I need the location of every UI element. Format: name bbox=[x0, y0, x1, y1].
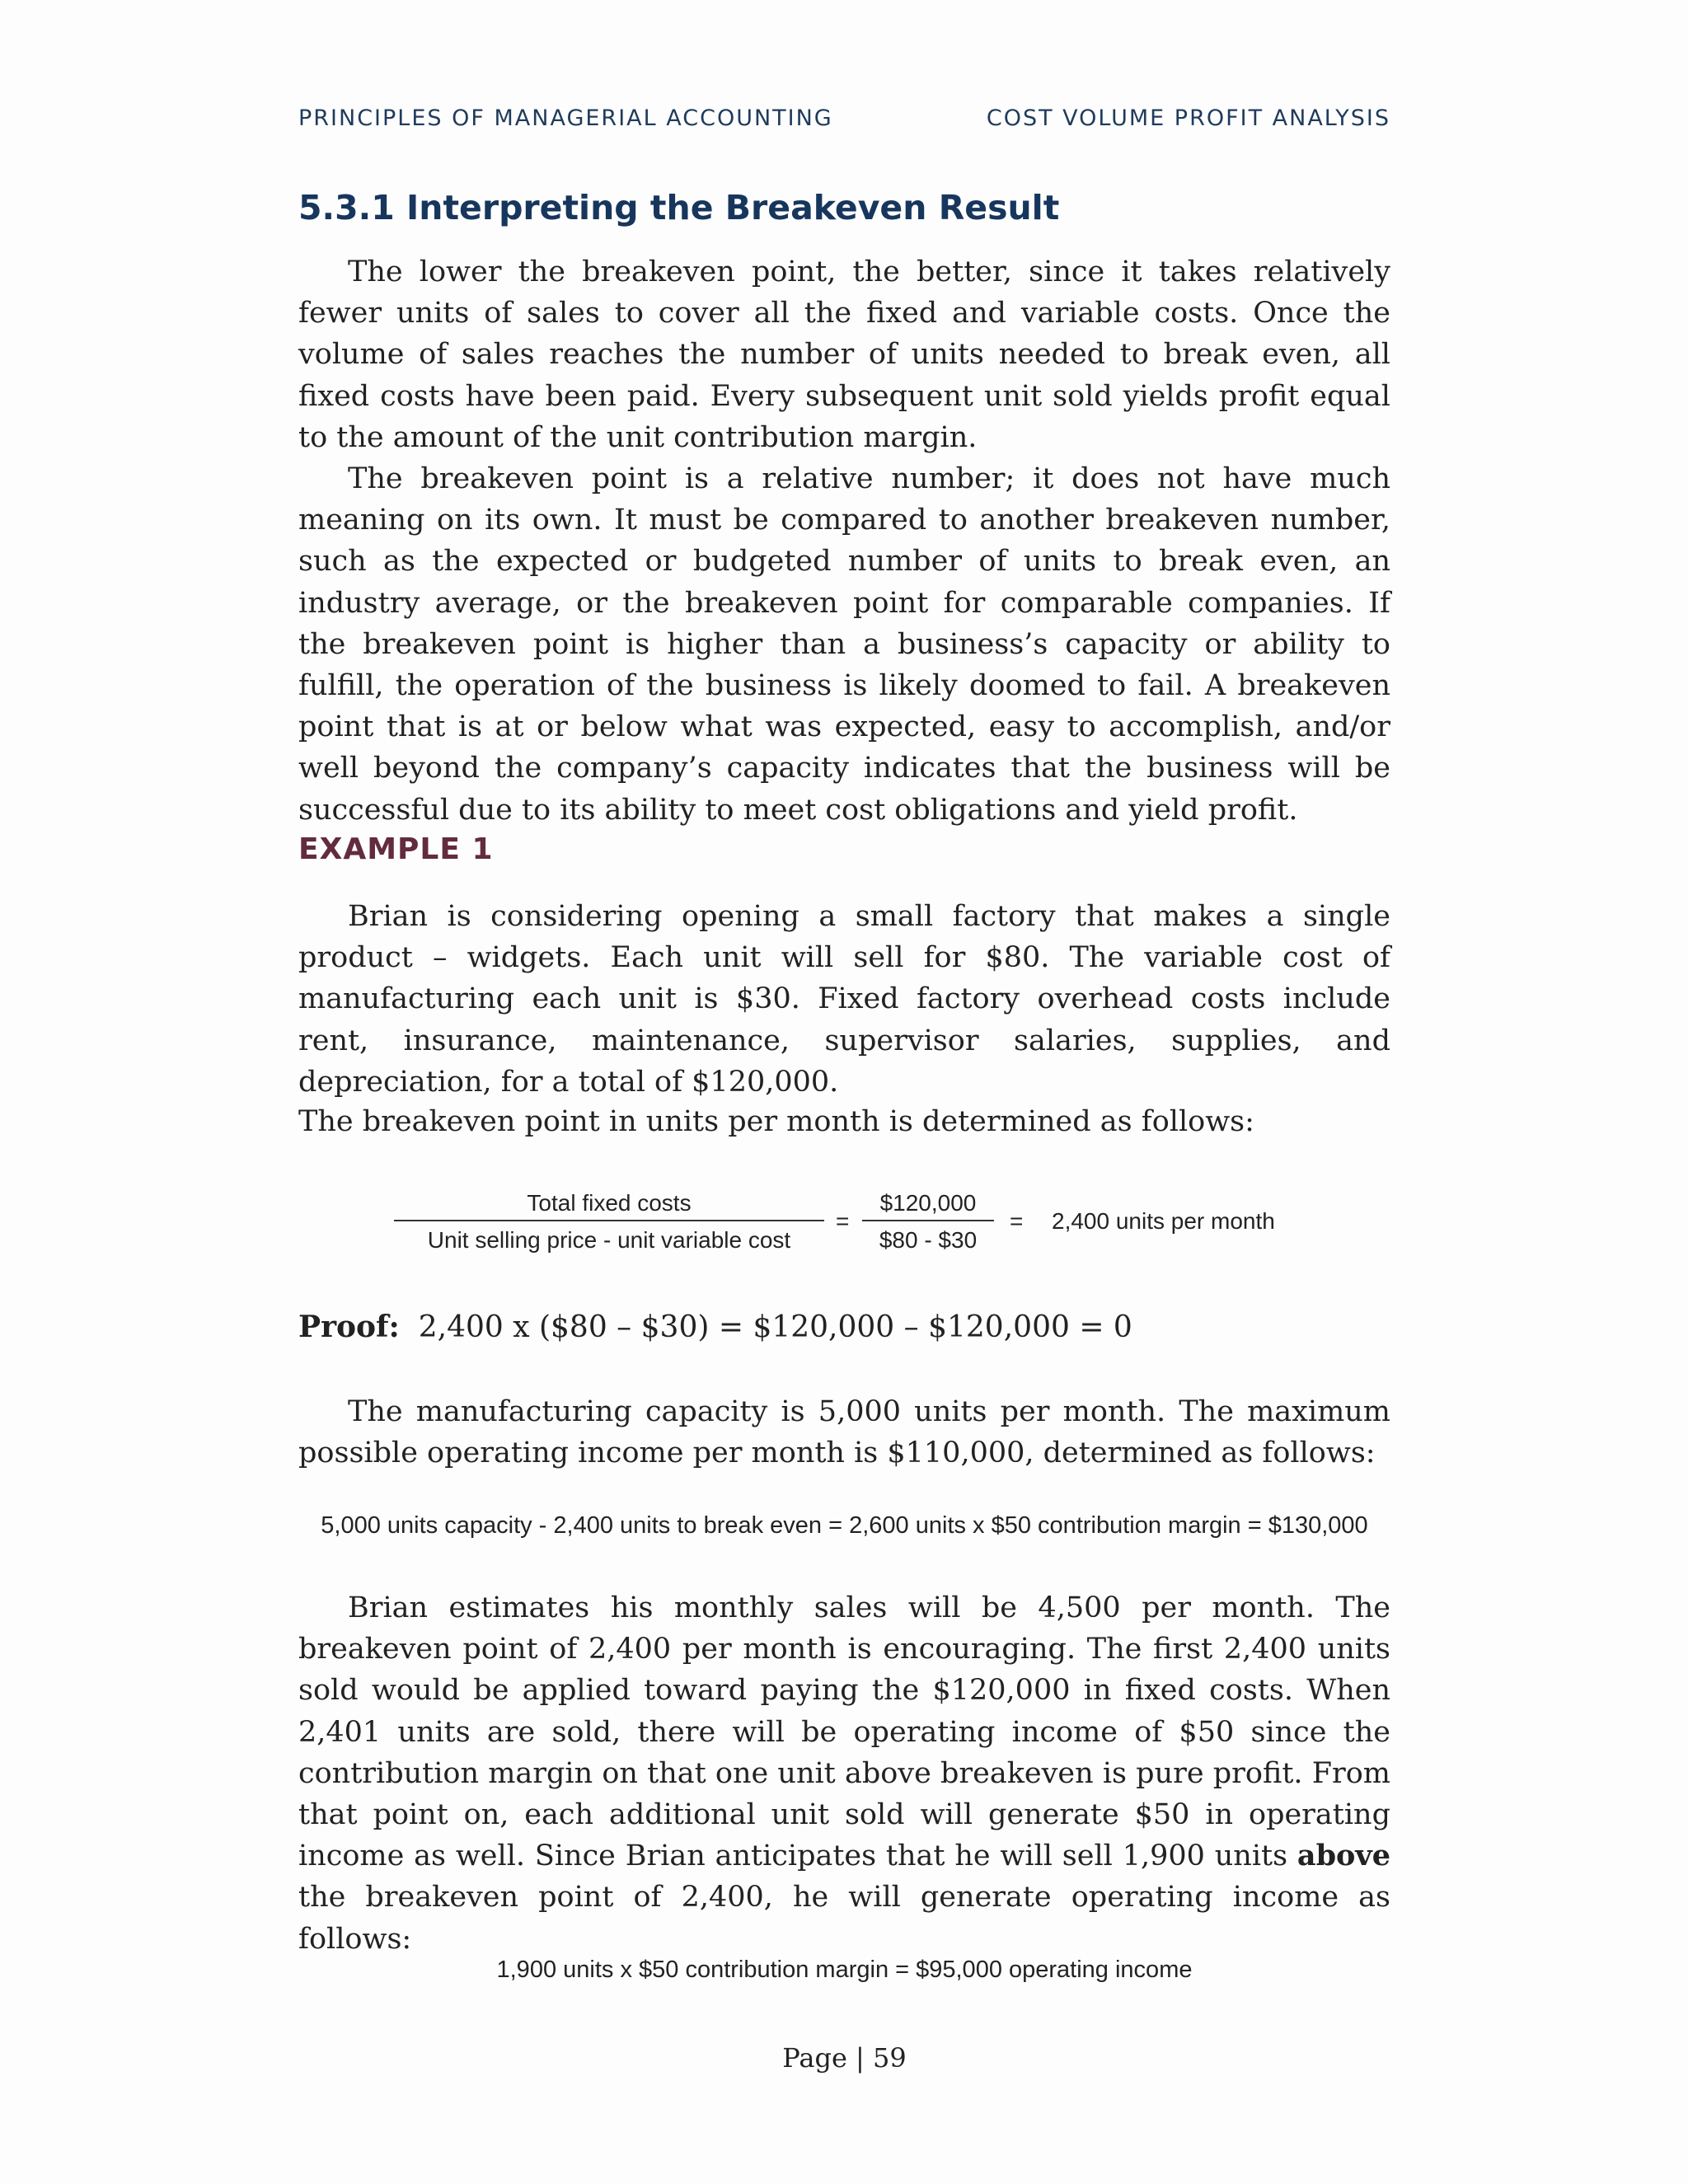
formula-fraction-labels bbox=[394, 1187, 824, 1259]
formula-denominator-label: Unit selling price - unit variable cost bbox=[427, 1227, 791, 1253]
running-header bbox=[298, 105, 1390, 131]
estimate-text-end: the breakeven point of 2,400, he will generate operating income as follows: bbox=[298, 1881, 1390, 1956]
body-paragraph-1: The lower the breakeven point, the better, since it takes relatively fewer units of sales to cover all the fixed and variable costs. Once the volume of sales reaches the number of units needed to break even, all fixed costs have been paid. Every subsequent unit sold yields profit equal to the amount of the unit contribution margin. bbox=[298, 255, 1390, 454]
page-number: Page | 59 bbox=[782, 2042, 907, 2074]
formula-lead-in: The breakeven point in units per month is determined as follows: bbox=[298, 1105, 1254, 1138]
example-heading: EXAMPLE 1 bbox=[298, 832, 494, 866]
formula-numerator-value: $120,000 bbox=[879, 1190, 977, 1216]
capacity-paragraph: The manufacturing capacity is 5,000 units per month. The maximum possible operating income per month is $110,000, determined as follows: bbox=[298, 1395, 1390, 1470]
formula-numerator-label: Total fixed costs bbox=[527, 1190, 692, 1216]
proof-label: Proof: bbox=[298, 1310, 400, 1344]
document-page bbox=[298, 0, 1390, 2184]
income-calculation: 1,900 units x $50 contribution margin = $95,000 operating income bbox=[496, 1957, 1193, 1983]
header-book-title: PRINCIPLES OF MANAGERIAL ACCOUNTING bbox=[298, 105, 833, 131]
estimate-text-start: Brian estimates his monthly sales will be 4,500 per month. The breakeven point of 2,400 per month is encouraging. The first 2,400 units sold would be applied toward paying the $120,000 in fixed costs. When 2,401 units are sold, there will be operating income of $50 since the contribution margin on that one unit above breakeven is pure profit. From that point on, each additional unit sold will generate $50 in operating income as well. Since Brian anticipates that he will sell 1,900 units bbox=[298, 1591, 1390, 1873]
section-title: 5.3.1 Interpreting the Breakeven Result bbox=[298, 188, 1060, 227]
formula-denominator-value: $80 - $30 bbox=[879, 1227, 978, 1253]
body-paragraph-2: The breakeven point is a relative number; it does not have much meaning on its own. It must be compared to another breakeven number, such as the expected or budgeted number of units to break even, an industry average, or the breakeven point for comparable companies. If the breakeven point is higher than a business’s capacity or ability to fulfill, the operation of the business is likely doomed to fail. A breakeven point that is at or below what was expected, easy to accomplish, and/or well beyond the company’s capacity indicates that the business will be successful due to its ability to meet cost obligations and yield profit. bbox=[298, 462, 1390, 827]
capacity-calculation: 5,000 units capacity - 2,400 units to break even = 2,600 units x $50 contribution margin = $130,000 bbox=[321, 1512, 1368, 1539]
proof-text: 2,400 x ($80 – $30) = $120,000 – $120,000 = 0 bbox=[418, 1310, 1132, 1344]
example-intro-paragraph: Brian is considering opening a small factory that makes a single product – widgets. Each unit will sell for $80. The variable cost of manufacturing each unit is $30. Fixed factory overhead costs include rent, insurance, maintenance, supervisor salaries, supplies, and depreciation, for a total of $120,000. bbox=[298, 900, 1390, 1099]
breakeven-formula bbox=[394, 1187, 1301, 1261]
formula-result: 2,400 units per month bbox=[1052, 1208, 1275, 1234]
estimate-emphasis: above bbox=[1296, 1839, 1390, 1873]
formula-fraction-values bbox=[862, 1187, 994, 1259]
formula-equals-sign: = bbox=[1010, 1208, 1024, 1234]
header-chapter-title: COST VOLUME PROFIT ANALYSIS bbox=[986, 105, 1390, 131]
estimate-paragraph bbox=[298, 1587, 1390, 1960]
formula-equals-sign: = bbox=[836, 1208, 850, 1234]
proof-line bbox=[298, 1306, 1132, 1348]
